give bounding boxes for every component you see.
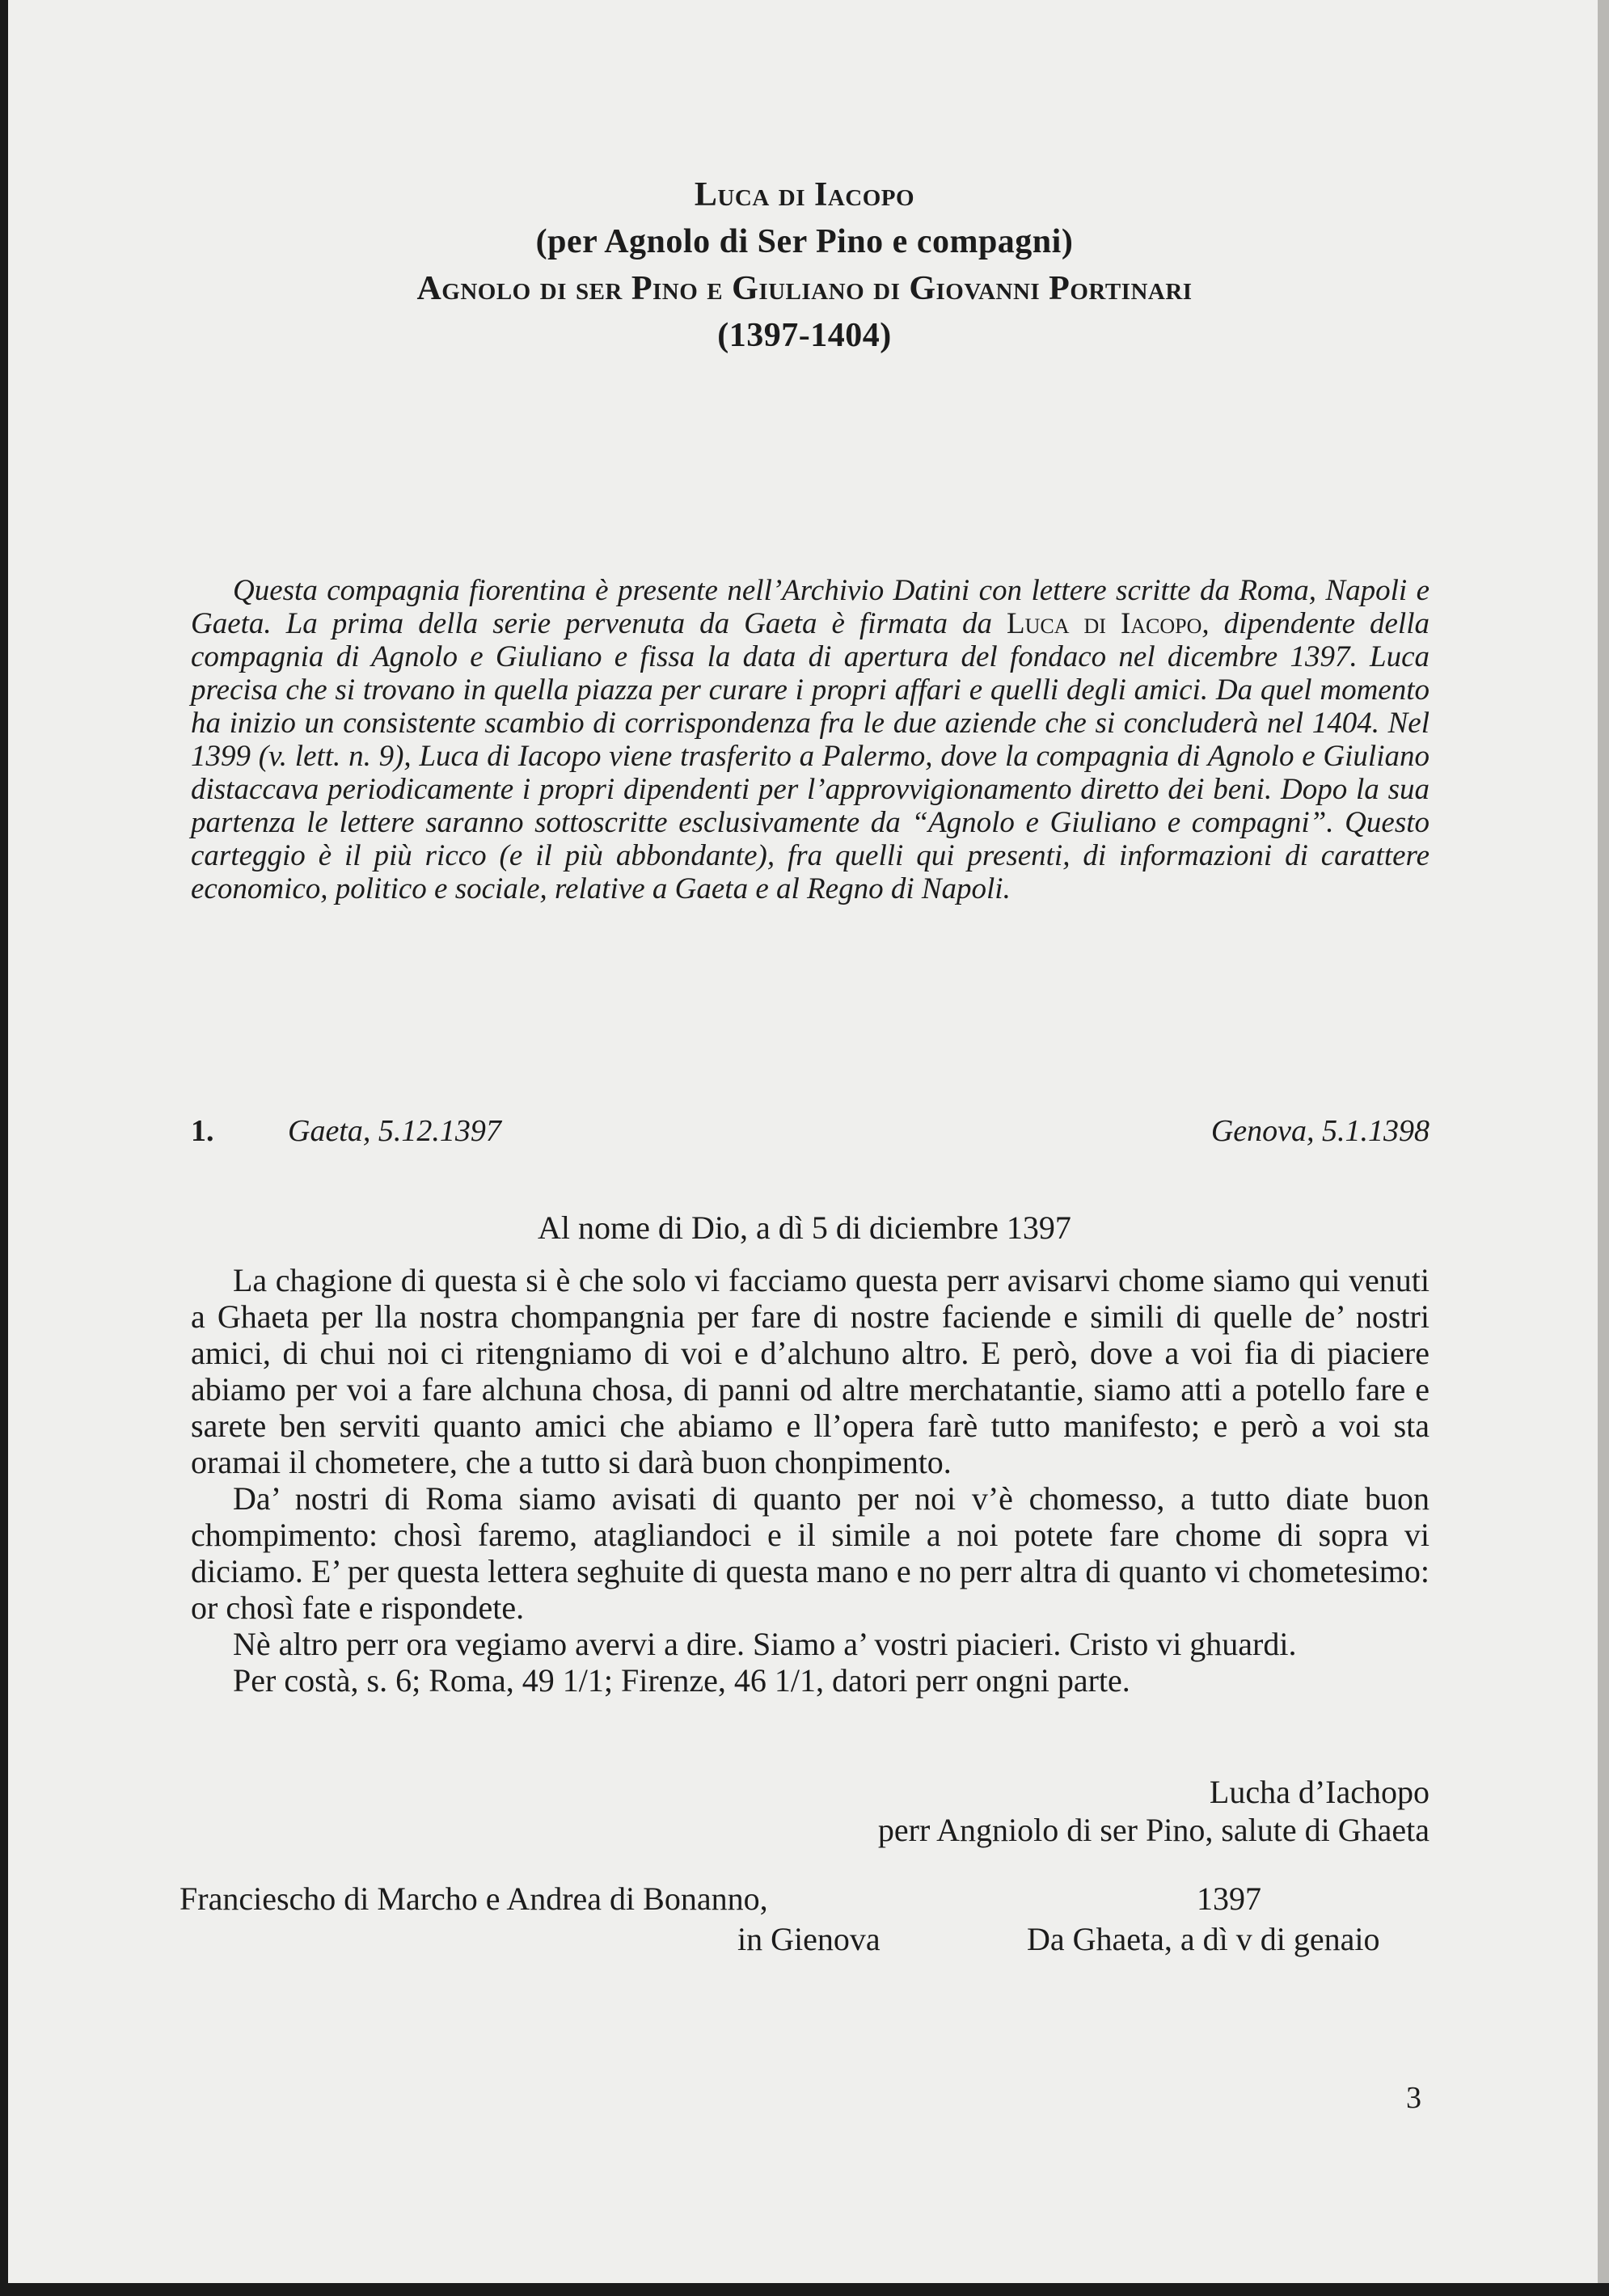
letter-paragraph: Da’ nostri di Roma siamo avisati di quanto per noi v’è chomesso, a tutto diate buon chompimento: chosì faremo, atagliandoci e il simile a noi potete fare chome di sopra vi diciamo. E’ per questa lettera seghuite di questa mano e no perr altra di quanto vi chometesimo: or chosì fate e rispondete. bbox=[191, 1480, 1430, 1626]
letter-header bbox=[191, 1113, 1430, 1154]
letter-from-date: Gaeta, 5.12.1397 bbox=[288, 1114, 501, 1148]
chapter-header bbox=[0, 171, 1609, 359]
letter-paragraph: Per costà, s. 6; Roma, 49 1/1; Firenze, 46 1/1, datori perr ongni parte. bbox=[233, 1662, 1130, 1699]
letter-salutation: Al nome di Dio, a dì 5 di diciembre 1397 bbox=[538, 1209, 1071, 1246]
intro-paragraph bbox=[191, 574, 1430, 905]
signature-name: Lucha d’Iachopo bbox=[1209, 1774, 1430, 1810]
received-year: 1397 bbox=[1197, 1880, 1261, 1917]
letter-paragraph: La chagione di questa si è che solo vi facciamo questa perr avisarvi chome siamo qui venuti a Ghaeta per lla nostra chompangnia per fare di nostre faciende e simili di quelle de’ nostri amici, di chui noi ci ritengniamo di voi e d’alchuno altro. E però, dove a voi fia di piaciere abiamo per voi a fare alchuna chosa, di panni od altre merchatantie, siamo atti a potello fare e sarete ben serviti quanto amici che abiamo e ll’opera farè tutto manifesto; e però a voi sta oramai il chometere, che a tutto si darà buon chonpimento. bbox=[191, 1262, 1430, 1480]
intro-text-2: , dipendente della compagnia di Agnolo e Giuliano e fissa la data di apertura del fondaco nel dicembre 1397. Luca precisa che si trovano in quella piazza per curare i propri affari e quelli degli amici. Da quel momento ha inizio un consistente scambio di corrispondenza fra le due aziende che si concluderà nel 1404. Nel 1399 (v. lett. n. 9), Luca di Iacopo viene trasferito a Palermo, dove la compagnia di Agnolo e Giuliano distaccava periodicamente i propri dipendenti per l’approvvigionamento diretto dei beni. Dopo la sua partenza le lettere saranno sottoscritte esclusivamente da “Agnolo e Giuliano e compagni”. Questo carteggio è il più ricco (e il più abbondante), fra quelli qui presenti, di informazioni di carattere economico, politico e sociale, relative a Gaeta e al Regno di Napoli. bbox=[191, 607, 1430, 905]
scan-edge-bottom bbox=[0, 2283, 1609, 2296]
address-line-1: Franciescho di Marcho e Andrea di Bonanno, bbox=[179, 1880, 768, 1917]
received-detail: Da Ghaeta, a dì v di genaio bbox=[1027, 1921, 1380, 1957]
letter-paragraph: Nè altro perr ora vegiamo avervi a dire. Siamo a’ vostri piacieri. Cristo vi ghuardi. bbox=[233, 1626, 1297, 1662]
letter-to-date: Genova, 5.1.1398 bbox=[1210, 1114, 1430, 1148]
intro-author-name: Luca di Iacopo bbox=[1006, 607, 1202, 640]
author-note: (per Agnolo di Ser Pino e compagni) bbox=[535, 223, 1074, 260]
company-heading: Agnolo di ser Pino e Giuliano di Giovanni Portinari bbox=[416, 270, 1193, 307]
letter-body bbox=[191, 1262, 1430, 1699]
signature-detail: perr Angniolo di ser Pino, salute di Ghaeta bbox=[877, 1812, 1430, 1848]
years-heading: (1397-1404) bbox=[717, 317, 892, 354]
author-heading: Luca di Iacopo bbox=[694, 176, 915, 213]
letter-number: 1. bbox=[191, 1114, 214, 1148]
page-number: 3 bbox=[1406, 2081, 1421, 2115]
address-line-2: in Gienova bbox=[737, 1921, 881, 1957]
intro-text-1: Questa compagnia fiorentina è presente nell’Archivio Datini con lettere scritte da Roma, Napoli e Gaeta. La prima della serie pervenuta da Gaeta è firmata da bbox=[191, 574, 1430, 640]
